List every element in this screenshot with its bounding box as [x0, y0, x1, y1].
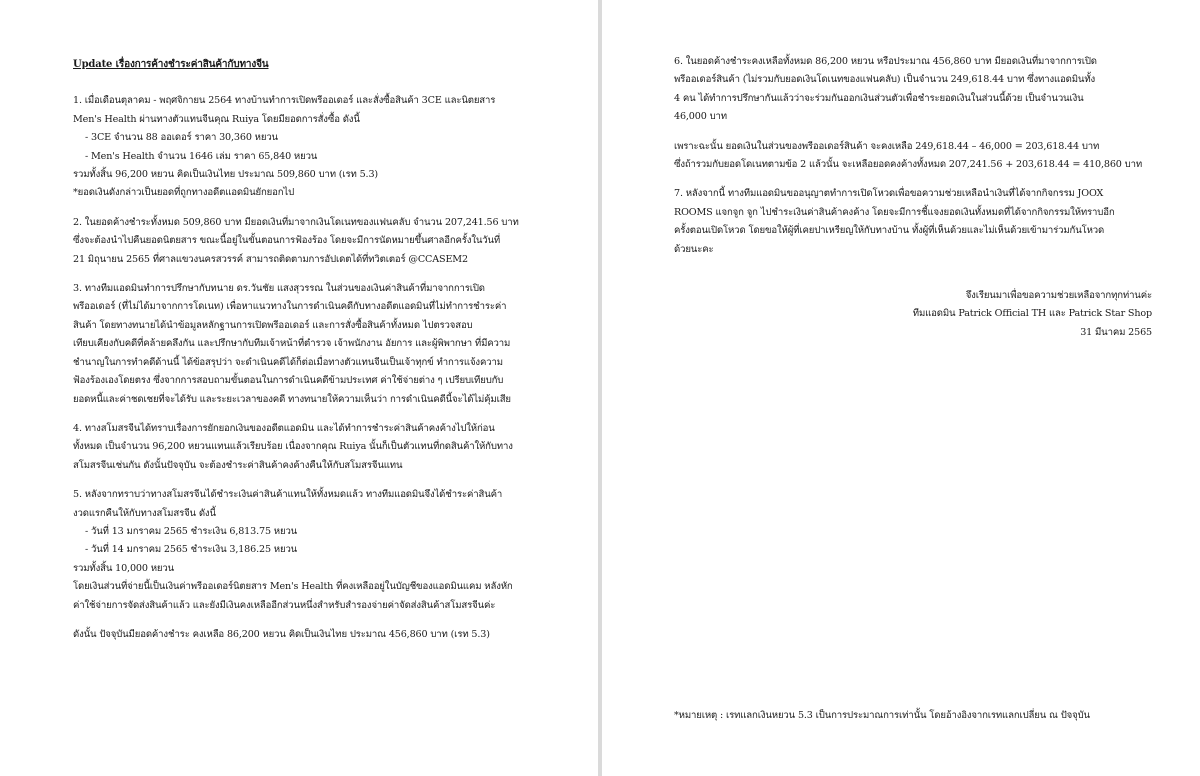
section-2-line: ซึ่งจะต้องนำไปคืนยอดนิตยสาร ขณะนี้อยู่ในขั้นตอนการฟ้องร้อง โดยจะมีการนัดหมายขึ้นศาลอีกครั้งในวันที่: [73, 235, 501, 247]
section-2-line: 21 มิถุนายน 2565 ที่ศาลแขวงนครสวรรค์ สามารถติดตามการอัปเดตได้ที่ทวิตเตอร์ @CCASEM2: [73, 253, 468, 265]
section-1-total: รวมทั้งสิ้น 96,200 หยวน คิดเป็นเงินไทย ประมาณ 509,860 บาท (เรท 5.3): [73, 169, 378, 181]
section-5-line: โดยเงินส่วนที่จ่ายนี้เป็นเงินค่าพรีออเดอร์นิตยสาร Men's Health ที่คงเหลืออยู่ในบัญชีของแอดมินแคม หลังหัก: [73, 581, 513, 593]
section-1-line: Men's Health ผ่านทางตัวแทนจีนคุณ Ruiya โดยมียอดการสั่งซื้อ ดังนี้: [73, 113, 360, 125]
section-7-line: 7. หลังจากนี้ ทางทีมแอดมินขออนุญาตทำการเปิดโหวดเพื่อขอความช่วยเหลือนำเงินที่ได้จากกิจกรรม JOOX: [674, 188, 1104, 200]
section-6-line: 46,000 บาท: [674, 111, 727, 123]
signature-line: จึงเรียนมาเพื่อขอความช่วยเหลือจากทุกท่านค่ะ: [965, 290, 1152, 302]
section-6-line: 6. ในยอดค้างชำระคงเหลือทั้งหมด 86,200 หยวน หรือประมาณ 456,860 บาท มียอดเงินที่มาจากการเปิด: [674, 56, 1097, 67]
footnote: *หมายเหตุ : เรทแลกเงินหยวน 5.3 เป็นการประมาณการเท่านั้น โดยอ้างอิงจากเรทแลกเปลี่ยน ณ ปัจจุบัน: [674, 710, 1090, 721]
section-5-item: - วันที่ 13 มกราคม 2565 ชำระเงิน 6,813.75 หยวน: [85, 525, 298, 537]
section-3-line: สินค้า โดยทางทนายได้นำข้อมูลหลักฐานการเปิดพรีออเดอร์ และการสั่งซื้อสินค้าทั้งหมด ไปตรวจสอบ: [73, 319, 473, 331]
section-3-line: ยอดหนี้และค่าชดเชยที่จะได้รับ และระยะเวลาของคดี ทางทนายให้ความเห็นว่า การดำเนินคดีนี้จะได้ไม่คุ้มเสีย: [73, 393, 511, 405]
section-6-line: พรีออเดอร์สินค้า (ไม่รวมกับยอดเงินโดเนทของแฟนคลับ) เป็นจำนวน 249,618.44 บาท ซึ่งทางแอดมินทั้ง: [674, 74, 1096, 86]
section-5-line: 5. หลังจากทราบว่าทางสโมสรจีนได้ชำระเงินค่าสินค้าแทนให้ทั้งหมดแล้ว ทางทีมแอดมินจึงได้ชำระค่าสินค้า: [73, 489, 503, 501]
section-1-line: 1. เมื่อเดือนตุลาคม - พฤศจิกายน 2564 ทางบ้านทำการเปิดพรีออเดอร์ และสั่งซื้อสินค้า 3CE และนิตยสาร: [73, 95, 496, 107]
section-5-line: งวดแรกคืนให้กับทางสโมสรจีน ดังนี้: [73, 507, 216, 519]
right-page: [602, 0, 1200, 776]
section-1-item: - Men's Health จำนวน 1646 เล่ม ราคา 65,840 หยวน: [85, 150, 318, 162]
section-3-line: ชำนาญในการทำคดีด้านนี้ ได้ข้อสรุปว่า จะดำเนินคดีได้ก็ต่อเมื่อทางตัวแทนจีนเป็นเจ้าทุกข์ ทำการแจ้งความ: [73, 356, 503, 368]
section-1-note: *ยอดเงินดังกล่าวเป็นยอดที่ถูกทางอดีตแอดมินยักยอกไป: [73, 187, 295, 199]
section-7-line: ROOMS แจกจูก จูก ไปชำระเงินค่าสินค้าคงค้าง โดยจะมีการชี้แจงยอดเงินทั้งหมดที่ได้จากกิจกรรมให้ทราบอีก: [674, 206, 1115, 218]
section-6-line: 4 คน ได้ทำการปรึกษากันแล้วว่าจะร่วมกันออกเงินส่วนตัวเพื่อชำระยอดเงินในส่วนนี้ด้วย เป็นจำนวนเงิน: [674, 92, 1084, 104]
section-4-line: ทั้งหมด เป็นจำนวน 96,200 หยวนแทนแล้วเรียบร้อย เนื่องจากคุณ Ruiya นั้นก็เป็นตัวแทนที่กดสินค้าให้กับทาง: [73, 441, 513, 453]
calculation-line: ซึ่งถ้ารวมกับยอดโดเนทตามข้อ 2 แล้วนั้น จะเหลือยอดคงค้างทั้งหมด 207,241.56 + 203,618.44 = 410,860 บาท: [674, 159, 1143, 171]
section-7-line: ด้วยนะคะ: [674, 243, 714, 255]
section-1-item: - 3CE จำนวน 88 ออเดอร์ ราคา 30,360 หยวน: [85, 132, 278, 144]
section-2-line: 2. ในยอดค้างชำระทั้งหมด 509,860 บาท มียอดเงินที่มาจากเงินโดเนทของแฟนคลับ จำนวน 207,241.56 บาท: [73, 216, 519, 228]
closing-summary: ดังนั้น ปัจจุบันมียอดค้างชำระ คงเหลือ 86,200 หยวน คิดเป็นเงินไทย ประมาณ 456,860 บาท (เรท 5.3): [73, 628, 490, 640]
section-3-line: ฟ้องร้องเองโดยตรง ซึ่งจากการสอบถามขั้นตอนในการดำเนินคดีข้ามประเทศ ค่าใช้จ่ายต่าง ๆ เปรียบเทียบกับ: [73, 375, 504, 387]
section-7-line: ครั้งตอนเปิดโหวด โดยขอให้ผู้ที่เคยปาเหรียญให้กับทางบ้าน ทั้งผู้ที่เห็นด้วยและไม่เห็นด้วยเข้ามาร่วมกันโหวด: [674, 225, 1105, 237]
calculation-line: เพราะฉะนั้น ยอดเงินในส่วนของพรีออเดอร์สินค้า จะคงเหลือ 249,618.44 – 46,000 = 203,618.44 บาท: [674, 140, 1100, 152]
document-title: Update เรื่องการค้างชำระค่าสินค้ากับทางจีน: [73, 59, 269, 70]
section-4-line: สโมสรจีนเช่นกัน ดังนั้นปัจจุบัน จะต้องชำระค่าสินค้าคงค้างคืนให้กับสโมสรจีนแทน: [73, 459, 403, 471]
section-5-total: รวมทั้งสิ้น 10,000 หยวน: [73, 562, 174, 574]
section-3-line: พรีออเดอร์ (ที่ไม่ได้มาจากการโดเนท) เพื่อหาแนวทางในการดำเนินคดีกับทางอดีตแอดมินที่ไม่ทำการชำระค่า: [73, 301, 507, 313]
section-4-line: 4. ทางสโมสรจีนได้ทราบเรื่องการยักยอกเงินของอดีตแอดมิน และได้ทำการชำระค่าสินค้าคงค้างไปให้ก่อน: [73, 422, 495, 434]
section-5-line: ค่าใช้จ่ายการจัดส่งสินค้าแล้ว และยังมีเงินคงเหลืออีกส่วนหนึ่งสำหรับสำรองจ่ายค่าจัดส่งสินค้าสโมสรจีนค่ะ: [73, 599, 496, 611]
signature-date: 31 มีนาคม 2565: [1080, 326, 1152, 338]
left-page: [0, 0, 598, 776]
section-3-line: เทียบเคียงกับคดีที่คล้ายคลึงกัน และปรึกษากับทีมเจ้าหน้าที่ตำรวจ เจ้าพนักงาน อัยการ และผู้พิพากษา ที่มีความ: [73, 338, 511, 350]
section-3-line: 3. ทางทีมแอดมินทำการปรึกษากับทนาย ดร.วันชัย แสงสุวรรณ ในส่วนของเงินค่าสินค้าที่มาจากการเปิด: [73, 283, 485, 295]
signature-block: [674, 287, 1152, 342]
section-5-item: - วันที่ 14 มกราคม 2565 ชำระเงิน 3,186.25 หยวน: [85, 544, 298, 556]
signature-team: ทีมแอดมิน Patrick Official TH และ Patrick Star Shop: [912, 308, 1152, 320]
